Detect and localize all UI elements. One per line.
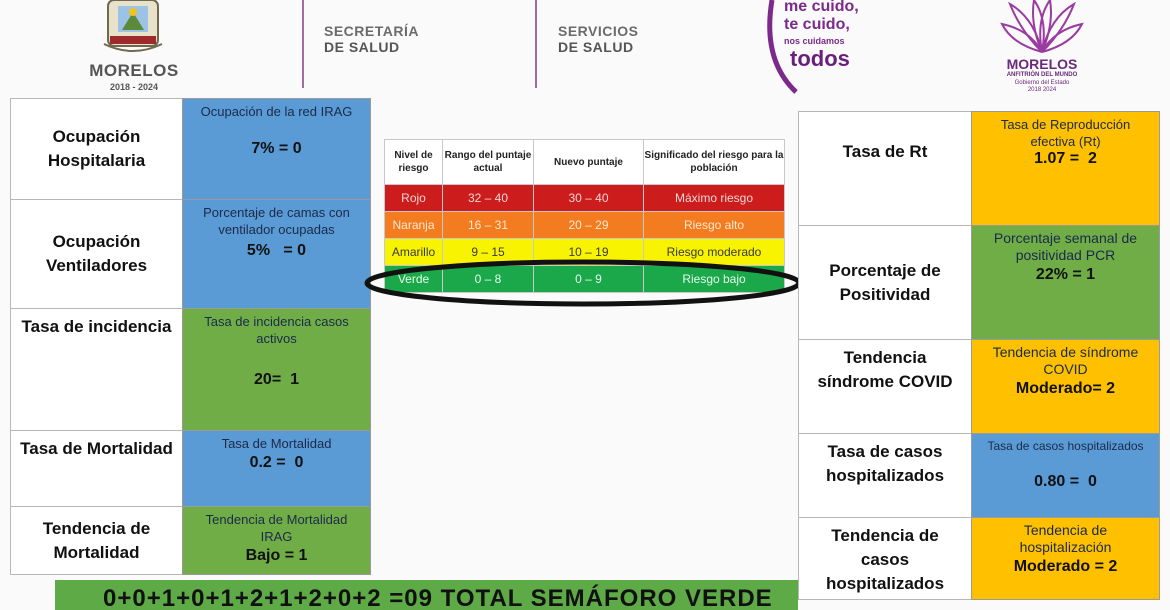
indicator-value-cell xyxy=(182,308,371,431)
morelos-left-name: MORELOS xyxy=(89,61,179,80)
secretaria-line1: SECRETARÍA xyxy=(324,23,419,39)
servicios-line1: SERVICIOS xyxy=(558,23,639,39)
risk-rango: 9 – 15 xyxy=(443,239,534,266)
indicator-label xyxy=(798,433,972,518)
slogan-line4: todos xyxy=(790,46,850,71)
indicator-score: Bajo = 1 xyxy=(245,547,308,564)
risk-nivel: Rojo xyxy=(385,185,443,212)
indicator-label-text: Tasa de casos hospitalizados xyxy=(825,442,945,485)
indicator-value-cell xyxy=(971,225,1160,340)
indicator-score: Moderado= 2 xyxy=(1015,380,1116,397)
indicator-value-cell xyxy=(971,111,1160,226)
morelos-flower-logo xyxy=(1000,0,1084,54)
header-rango: Rango del puntaje actual xyxy=(443,140,534,185)
total-score-text: 0+0+1+0+1+2+1+2+0+2 =09 TOTAL SEMÁFORO VERDE xyxy=(103,585,773,610)
risk-nivel: Naranja xyxy=(385,212,443,239)
risk-rango: 0 – 8 xyxy=(443,266,534,293)
risk-nuevo: 10 – 19 xyxy=(534,239,644,266)
indicator-label xyxy=(798,339,972,434)
indicator-desc: Tasa de incidencia casos activos xyxy=(204,314,349,346)
indicator-score: 0.80 = 0 xyxy=(1034,473,1097,490)
indicator-desc: Tendencia de Mortalidad IRAG xyxy=(205,512,348,544)
risk-row-rojo xyxy=(385,185,785,212)
risk-rango: 32 – 40 xyxy=(443,185,534,212)
morelos-right-years: 2018 2024 xyxy=(1027,87,1057,93)
indicator-value-cell xyxy=(971,517,1160,600)
risk-significado: Riesgo alto xyxy=(644,212,785,239)
indicator-desc: Ocupación de la red IRAG xyxy=(200,104,353,119)
indicator-label-text: Tendencia de casos hospitalizados xyxy=(825,526,945,593)
indicator-desc: Tasa de casos hospitalizados xyxy=(987,439,1144,453)
risk-significado: Riesgo moderado xyxy=(644,239,785,266)
indicator-value-cell xyxy=(182,199,371,309)
header-nuevo: Nuevo puntaje xyxy=(534,140,644,185)
header-divider xyxy=(302,0,304,88)
indicator-label-text: Tendencia de Mortalidad xyxy=(42,518,151,562)
indicator-label-text: Ocupación Ventiladores xyxy=(45,232,148,275)
indicator-label xyxy=(10,98,183,200)
highlight-ellipse xyxy=(364,258,802,308)
indicator-score: 1.07 = 2 xyxy=(1034,150,1097,167)
indicator-value-cell xyxy=(182,98,371,200)
indicator-score: 22% = 1 xyxy=(1035,266,1096,283)
indicator-score: 5% = 0 xyxy=(246,242,307,259)
risk-table-header xyxy=(385,140,785,185)
morelos-left-years: 2018 - 2024 xyxy=(109,82,159,92)
indicator-label xyxy=(10,430,183,507)
indicator-label xyxy=(10,308,183,431)
slogan-line1: me cuido, xyxy=(784,0,859,15)
risk-nivel: Amarillo xyxy=(385,239,443,266)
indicator-label-text: Ocupación Hospitalaria xyxy=(47,127,146,170)
secretaria-line2: DE SALUD xyxy=(324,39,400,55)
indicator-score: Moderado = 2 xyxy=(1013,558,1118,575)
indicator-score: 0.2 = 0 xyxy=(249,454,304,471)
servicios-line2: DE SALUD xyxy=(558,39,634,55)
header-nivel: Nivel de riesgo xyxy=(385,140,443,185)
indicator-label-text: Tasa de incidencia xyxy=(21,317,172,336)
indicator-desc: Tendencia de síndrome COVID xyxy=(992,344,1139,377)
header-divider xyxy=(535,0,537,88)
total-traffic-light-banner xyxy=(55,580,798,610)
morelos-right-tagline: ANFITRIÓN DEL MUNDO xyxy=(1006,72,1078,78)
indicator-label-text: Tasa de Rt xyxy=(842,142,928,161)
risk-nivel: Verde xyxy=(385,266,443,293)
indicator-value-cell xyxy=(182,506,371,575)
slogan-line3: nos cuidamos xyxy=(784,36,845,46)
indicator-label-text: Tendencia síndrome COVID xyxy=(817,348,953,391)
risk-significado: Máximo riesgo xyxy=(644,185,785,212)
risk-significado: Riesgo bajo xyxy=(644,266,785,293)
indicator-desc: Porcentaje de camas con ventilador ocupadas xyxy=(203,205,350,237)
indicator-score: 20= 1 xyxy=(254,371,299,388)
indicator-label xyxy=(798,225,972,340)
risk-nuevo: 0 – 9 xyxy=(534,266,644,293)
indicator-desc: Tasa de Mortalidad xyxy=(221,436,332,451)
indicator-value-cell xyxy=(971,339,1160,434)
risk-nuevo: 20 – 29 xyxy=(534,212,644,239)
morelos-right-name: MORELOS xyxy=(1006,56,1078,72)
risk-nuevo: 30 – 40 xyxy=(534,185,644,212)
morelos-right-sub: Gobierno del Estado xyxy=(1014,80,1070,86)
indicator-value-cell xyxy=(971,433,1160,518)
indicator-desc: Tasa de Reproducción efectiva (Rt) xyxy=(1000,117,1131,149)
indicator-desc: Porcentaje semanal de positividad PCR xyxy=(993,230,1138,263)
indicator-value-cell xyxy=(182,430,371,507)
indicator-score: 7% = 0 xyxy=(251,140,302,157)
indicator-label xyxy=(10,199,183,309)
slogan-line2: te cuido, xyxy=(784,16,850,33)
indicator-label-text: Tasa de Mortalidad xyxy=(20,439,173,458)
header-significado: Significado del riesgo para la población xyxy=(644,140,785,185)
morelos-coat-of-arms-logo xyxy=(100,0,166,56)
indicator-label xyxy=(10,506,183,575)
indicator-label-text: Porcentaje de Positividad xyxy=(829,260,941,304)
risk-rango: 16 – 31 xyxy=(443,212,534,239)
indicator-label xyxy=(798,517,972,600)
risk-row-naranja xyxy=(385,212,785,239)
indicator-label xyxy=(798,111,972,226)
indicator-desc: Tendencia de hospitalización xyxy=(1019,522,1112,555)
